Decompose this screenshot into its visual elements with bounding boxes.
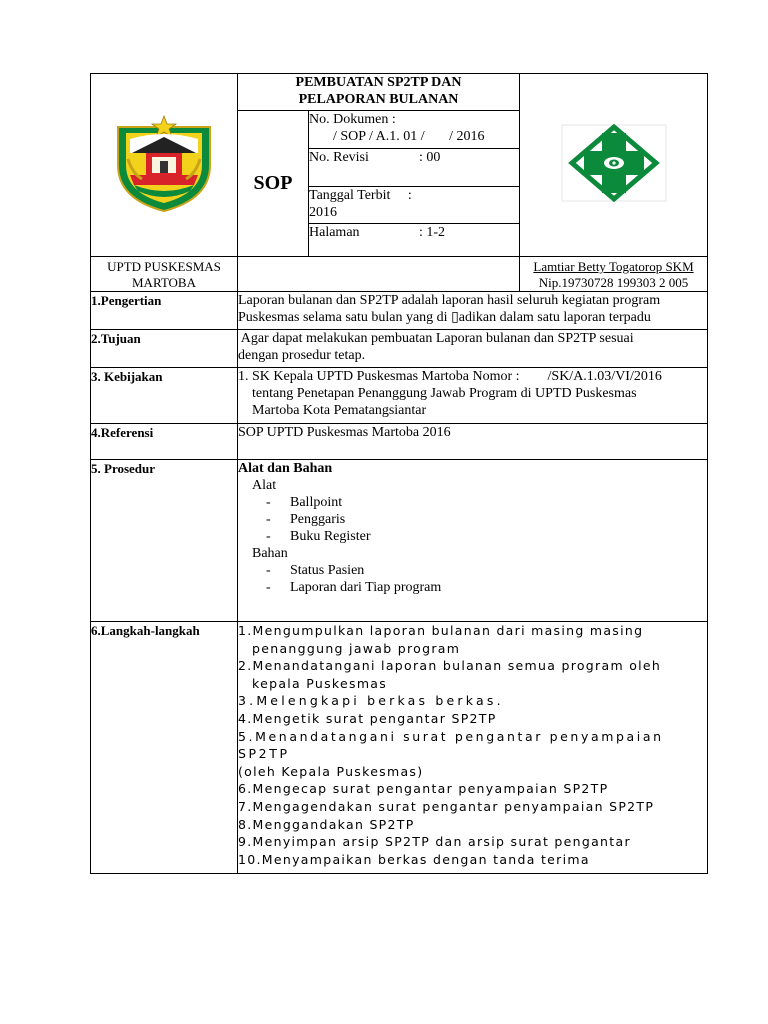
signer-nip: Nip.19730728 199303 2 005 — [538, 275, 689, 290]
kebijakan-line-2: tentang Penetapan Penanggung Jawab Program di UPTD Puskesmas — [252, 386, 637, 401]
bahan-label: Bahan — [252, 546, 288, 561]
dash-marker: - — [266, 580, 271, 595]
bahan-item — [238, 579, 707, 596]
unit-name-line-1: UPTD PUSKESMAS — [107, 259, 221, 274]
kebijakan-label: 3. Kebijakan — [91, 368, 238, 424]
alat-item — [238, 528, 707, 545]
alat-item — [238, 494, 707, 511]
puskesmas-cross-logo — [556, 121, 672, 205]
sop-label: SOP — [238, 111, 309, 257]
dash-marker: - — [266, 563, 271, 578]
langkah-line: penanggung jawab program — [252, 640, 461, 656]
document-title-cell — [238, 74, 520, 111]
langkah-line: 7.Mengagendakan surat pengantar penyampaian SP2TP — [238, 798, 655, 814]
dash-marker: - — [266, 495, 271, 510]
referensi-label: 4.Referensi — [91, 424, 238, 460]
tanggal-terbit-cell — [309, 187, 520, 224]
kebijakan-line-1: 1. SK Kepala UPTD Puskesmas Martoba Nomor : /SK/A.1.03/VI/2016 — [238, 369, 662, 384]
puskesmas-logo-cell — [520, 74, 708, 257]
bahan-item-text: Laporan dari Tiap program — [290, 580, 442, 595]
alat-label: Alat — [252, 478, 277, 493]
alat-dan-bahan-heading: Alat dan Bahan — [238, 461, 333, 476]
referensi-value: SOP UPTD Puskesmas Martoba 2016 — [238, 424, 708, 460]
pengertian-line-1: Laporan bulanan dan SP2TP adalah laporan hasil seluruh kegiatan program — [238, 293, 661, 308]
unit-blank-cell — [238, 257, 520, 292]
langkah-line: kepala Puskesmas — [252, 675, 388, 691]
pengertian-content — [238, 292, 708, 330]
bahan-item — [238, 562, 707, 579]
langkah-line: 2.Menandatangani laporan bulanan semua program oleh — [238, 658, 662, 674]
langkah-line: 5.Menandatangani surat pengantar penyampaian SP2TP — [238, 728, 664, 762]
title-line-1: PEMBUATAN SP2TP DAN — [295, 75, 462, 90]
bahan-item-text: Status Pasien — [290, 563, 365, 578]
tujuan-line-1: Agar dapat melakukan pembuatan Laporan bulanan dan SP2TP sesuai — [238, 331, 634, 346]
kebijakan-content — [238, 368, 708, 424]
pengertian-line-2: Puskesmas selama satu bulan yang di ▯adikan dalam satu laporan terpadu — [238, 310, 651, 325]
tujuan-label: 2.Tujuan — [91, 330, 238, 368]
no-dokumen-label: No. Dokumen : — [309, 112, 396, 127]
langkah-content — [238, 622, 708, 874]
langkah-line: 8.Menggandakan SP2TP — [238, 816, 415, 832]
tanggal-terbit-value: 2016 — [309, 205, 337, 220]
prosedur-label: 5. Prosedur — [91, 460, 238, 622]
tujuan-line-2: dengan prosedur tetap. — [238, 348, 366, 363]
signer-name: Lamtiar Betty Togatorop SKM — [533, 259, 694, 274]
langkah-line: 10.Menyampaikan berkas dengan tanda terima — [238, 851, 590, 867]
alat-item — [238, 511, 707, 528]
unit-name-line-2: MARTOBA — [132, 275, 196, 290]
langkah-line: 1.Mengumpulkan laporan bulanan dari masing masing — [238, 623, 644, 638]
no-revisi-label: No. Revisi — [309, 150, 369, 165]
signer-cell — [520, 257, 708, 292]
alat-item-text: Penggaris — [290, 512, 346, 527]
prosedur-content — [238, 460, 708, 622]
title-line-2: PELAPORAN BULANAN — [298, 92, 459, 107]
no-dokumen-cell — [309, 111, 520, 149]
regional-emblem-cell — [91, 74, 238, 257]
langkah-line: (oleh Kepala Puskesmas) — [238, 763, 424, 779]
no-revisi-value: : 00 — [419, 150, 441, 165]
pengertian-label: 1.Pengertian — [91, 292, 238, 330]
regional-emblem-logo — [110, 113, 218, 213]
halaman-value: : 1-2 — [419, 225, 446, 240]
unit-name-cell — [91, 257, 238, 292]
halaman-label: Halaman — [309, 225, 360, 240]
kebijakan-line-3: Martoba Kota Pematangsiantar — [252, 403, 427, 418]
dash-marker: - — [266, 512, 271, 527]
no-dokumen-value: / SOP / A.1. 01 / / 2016 — [333, 129, 485, 144]
alat-item-text: Buku Register — [290, 529, 371, 544]
langkah-line: 9.Menyimpan arsip SP2TP dan arsip surat pengantar — [238, 834, 631, 850]
alat-item-text: Ballpoint — [290, 495, 343, 510]
sop-table — [90, 73, 708, 874]
langkah-line: 6.Mengecap surat pengantar penyampaian SP2TP — [238, 781, 609, 797]
tujuan-content — [238, 330, 708, 368]
halaman-cell — [309, 224, 520, 257]
no-revisi-cell — [309, 149, 520, 187]
dash-marker: - — [266, 529, 271, 544]
langkah-label: 6.Langkah-langkah — [91, 622, 238, 874]
tanggal-terbit-label: Tanggal Terbit : — [309, 188, 412, 203]
langkah-line: 3.Melengkapi berkas berkas. — [238, 693, 504, 709]
langkah-line: 4.Mengetik surat pengantar SP2TP — [238, 710, 497, 726]
